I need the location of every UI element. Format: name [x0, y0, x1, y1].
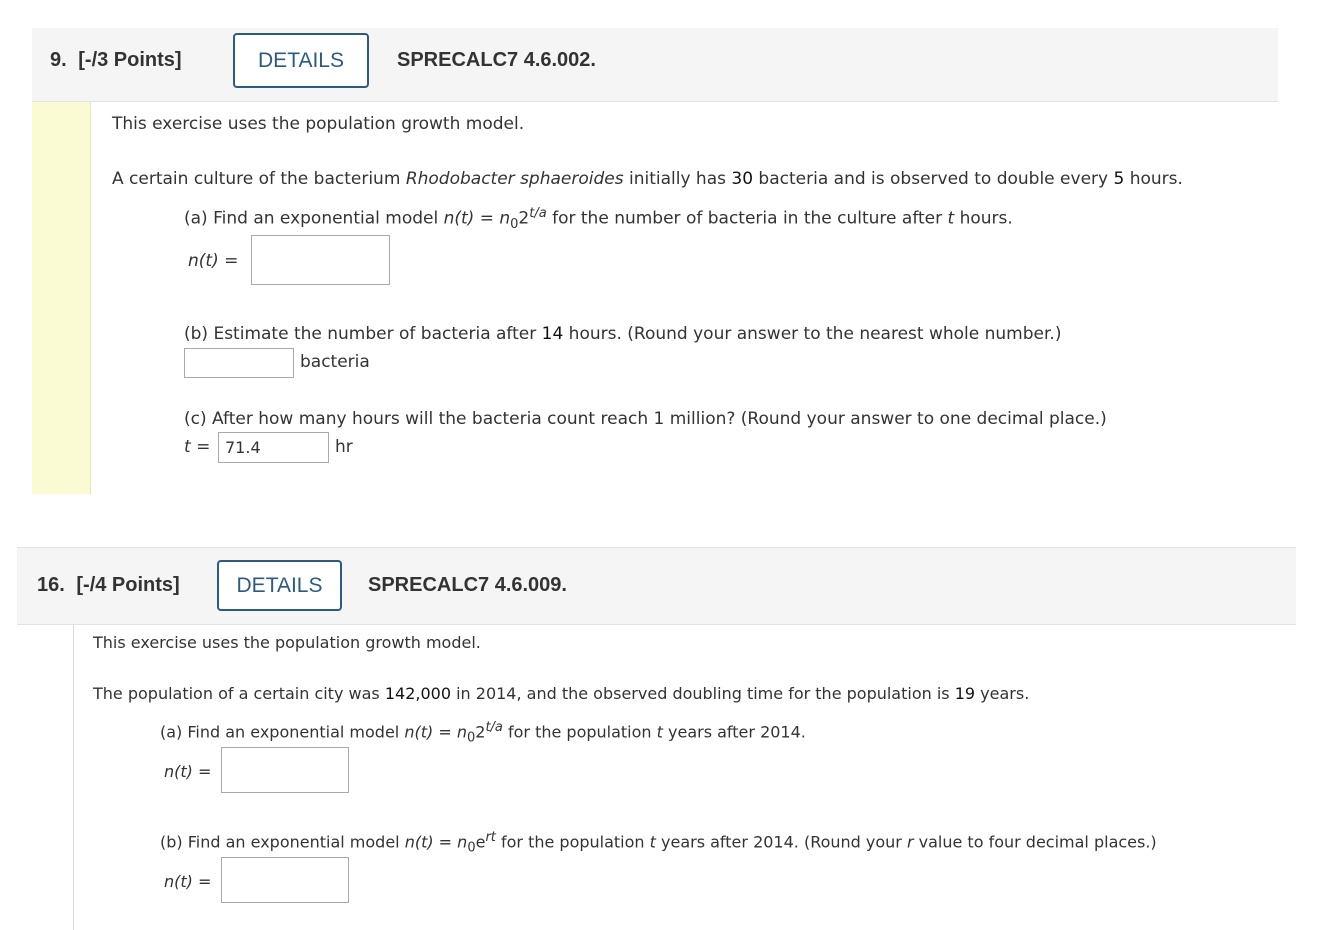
- q16-problem-mid: in 2014, and the observed doubling time for the population is: [451, 684, 955, 703]
- q9-part-b-post: hours. (Round your answer to the nearest whole number.): [563, 324, 1062, 344]
- q16-part-a-answer-label-text: n(t) =: [164, 762, 212, 781]
- q9-organism: Rhodobacter sphaeroides: [405, 169, 624, 189]
- q9-part-c-answer-label-text: t =: [184, 437, 211, 457]
- q9-part-c: (c) After how many hours will the bacteria count reach 1 million? (Round your answer to one decimal place.): [184, 409, 1107, 429]
- q9-part-a-var: t: [947, 208, 955, 229]
- q16-part-b-answer-label: [164, 872, 211, 891]
- q9-problem-mid2: bacteria and is observed to double every: [753, 169, 1114, 189]
- q16-part-b-var-r: r: [906, 832, 914, 852]
- q16-problem: [93, 684, 1029, 703]
- q16-part-b-formula-base: e: [475, 832, 486, 852]
- q16-part-a: [160, 720, 806, 746]
- q16-side-line: [73, 624, 74, 930]
- q16-part-b-post1: for the population: [495, 832, 650, 852]
- q9-part-a-answer-input[interactable]: [251, 235, 390, 285]
- q16-part-b-post3: value to four decimal places.): [913, 832, 1157, 852]
- q9-number: [50, 49, 182, 72]
- q16-part-b-formula-exp: rt: [485, 830, 496, 845]
- q9-part-a-post2: hours.: [954, 208, 1013, 229]
- q9-problem-mid1: initially has: [623, 169, 732, 189]
- q9-part-b-unit: bacteria: [300, 352, 370, 372]
- q16-part-b-formula-sub: 0: [467, 840, 476, 856]
- q9-part-a-formula-lhs: n(t) = n: [443, 208, 511, 229]
- q16-part-a-var: t: [656, 722, 663, 742]
- q16-problem-post: years.: [975, 684, 1030, 703]
- q16-part-a-answer-input[interactable]: [221, 747, 349, 793]
- q16-doubling-years: 19: [954, 684, 976, 703]
- q16-part-a-answer-label: [164, 762, 211, 781]
- q9-part-a-formula-sub: 0: [510, 217, 519, 233]
- q16-code: SPRECALC7 4.6.009.: [368, 574, 567, 596]
- q9-part-b: [184, 324, 1061, 344]
- q16-part-a-formula-exp: t/a: [485, 720, 503, 735]
- q16-part-b-pre: (b) Find an exponential model: [160, 832, 405, 852]
- q16-part-a-post2: years after 2014.: [662, 722, 806, 742]
- q9-part-b-pre: (b) Estimate the number of bacteria after: [184, 324, 542, 344]
- q16-part-b-answer-input[interactable]: [221, 857, 349, 903]
- q16-problem-pre: The population of a certain city was: [93, 684, 385, 703]
- q16-part-a-pre: (a) Find an exponential model: [160, 722, 405, 742]
- q16-number: [37, 574, 180, 597]
- q16-part-b-post2: years after 2014. (Round your: [655, 832, 907, 852]
- q9-part-c-answer-input[interactable]: [218, 432, 329, 463]
- q16-part-b-formula-lhs: n(t) = n: [404, 832, 468, 852]
- q16-part-a-formula-lhs: n(t) = n: [404, 722, 467, 742]
- q16-intro: This exercise uses the population growth model.: [93, 633, 481, 652]
- q16-part-a-formula-sub: 0: [466, 730, 476, 746]
- q9-intro: This exercise uses the population growth model.: [112, 114, 525, 134]
- q9-details-button[interactable]: DETAILS: [233, 33, 369, 88]
- q16-population: 142,000: [384, 684, 451, 703]
- q16-part-b-answer-label-text: n(t) =: [164, 872, 212, 891]
- q16-number-text: 16.: [37, 574, 65, 596]
- q16-header: [17, 547, 1296, 625]
- q9-part-a-answer-label-text: n(t) =: [188, 251, 239, 271]
- q9-part-a-pre: (a) Find an exponential model: [184, 208, 444, 229]
- q9-part-c-unit: hr: [335, 437, 353, 457]
- q9-code: SPRECALC7 4.6.002.: [397, 49, 596, 71]
- q9-part-b-hours: 14: [541, 324, 564, 344]
- q16-details-button[interactable]: DETAILS: [217, 560, 342, 611]
- q9-double-hours: 5: [1113, 169, 1125, 189]
- q16-part-b: [160, 830, 1157, 856]
- q16-points: [-/4 Points]: [76, 574, 180, 596]
- q9-part-a: [184, 206, 1013, 232]
- q16-part-a-formula-base: 2: [475, 722, 486, 742]
- q9-part-a-formula-exp: t/a: [529, 206, 547, 221]
- q9-part-a-formula-base: 2: [518, 208, 530, 229]
- q9-points: [-/3 Points]: [78, 49, 182, 71]
- q9-part-a-answer-label: [188, 251, 238, 271]
- q9-problem: [112, 169, 1183, 189]
- q9-part-b-answer-input[interactable]: [184, 348, 294, 378]
- q9-problem-post: hours.: [1124, 169, 1183, 189]
- q9-side-bar: [32, 102, 91, 494]
- q9-initial-count: 30: [731, 169, 754, 189]
- q9-problem-pre: A certain culture of the bacterium: [112, 169, 406, 189]
- q9-part-c-answer-label: [184, 437, 210, 457]
- q16-part-a-post1: for the population: [502, 722, 657, 742]
- q9-number-text: 9.: [50, 49, 67, 71]
- q16-part-b-var: t: [649, 832, 656, 852]
- q9-header: [32, 28, 1278, 102]
- q9-part-a-post1: for the number of bacteria in the culture after: [546, 208, 948, 229]
